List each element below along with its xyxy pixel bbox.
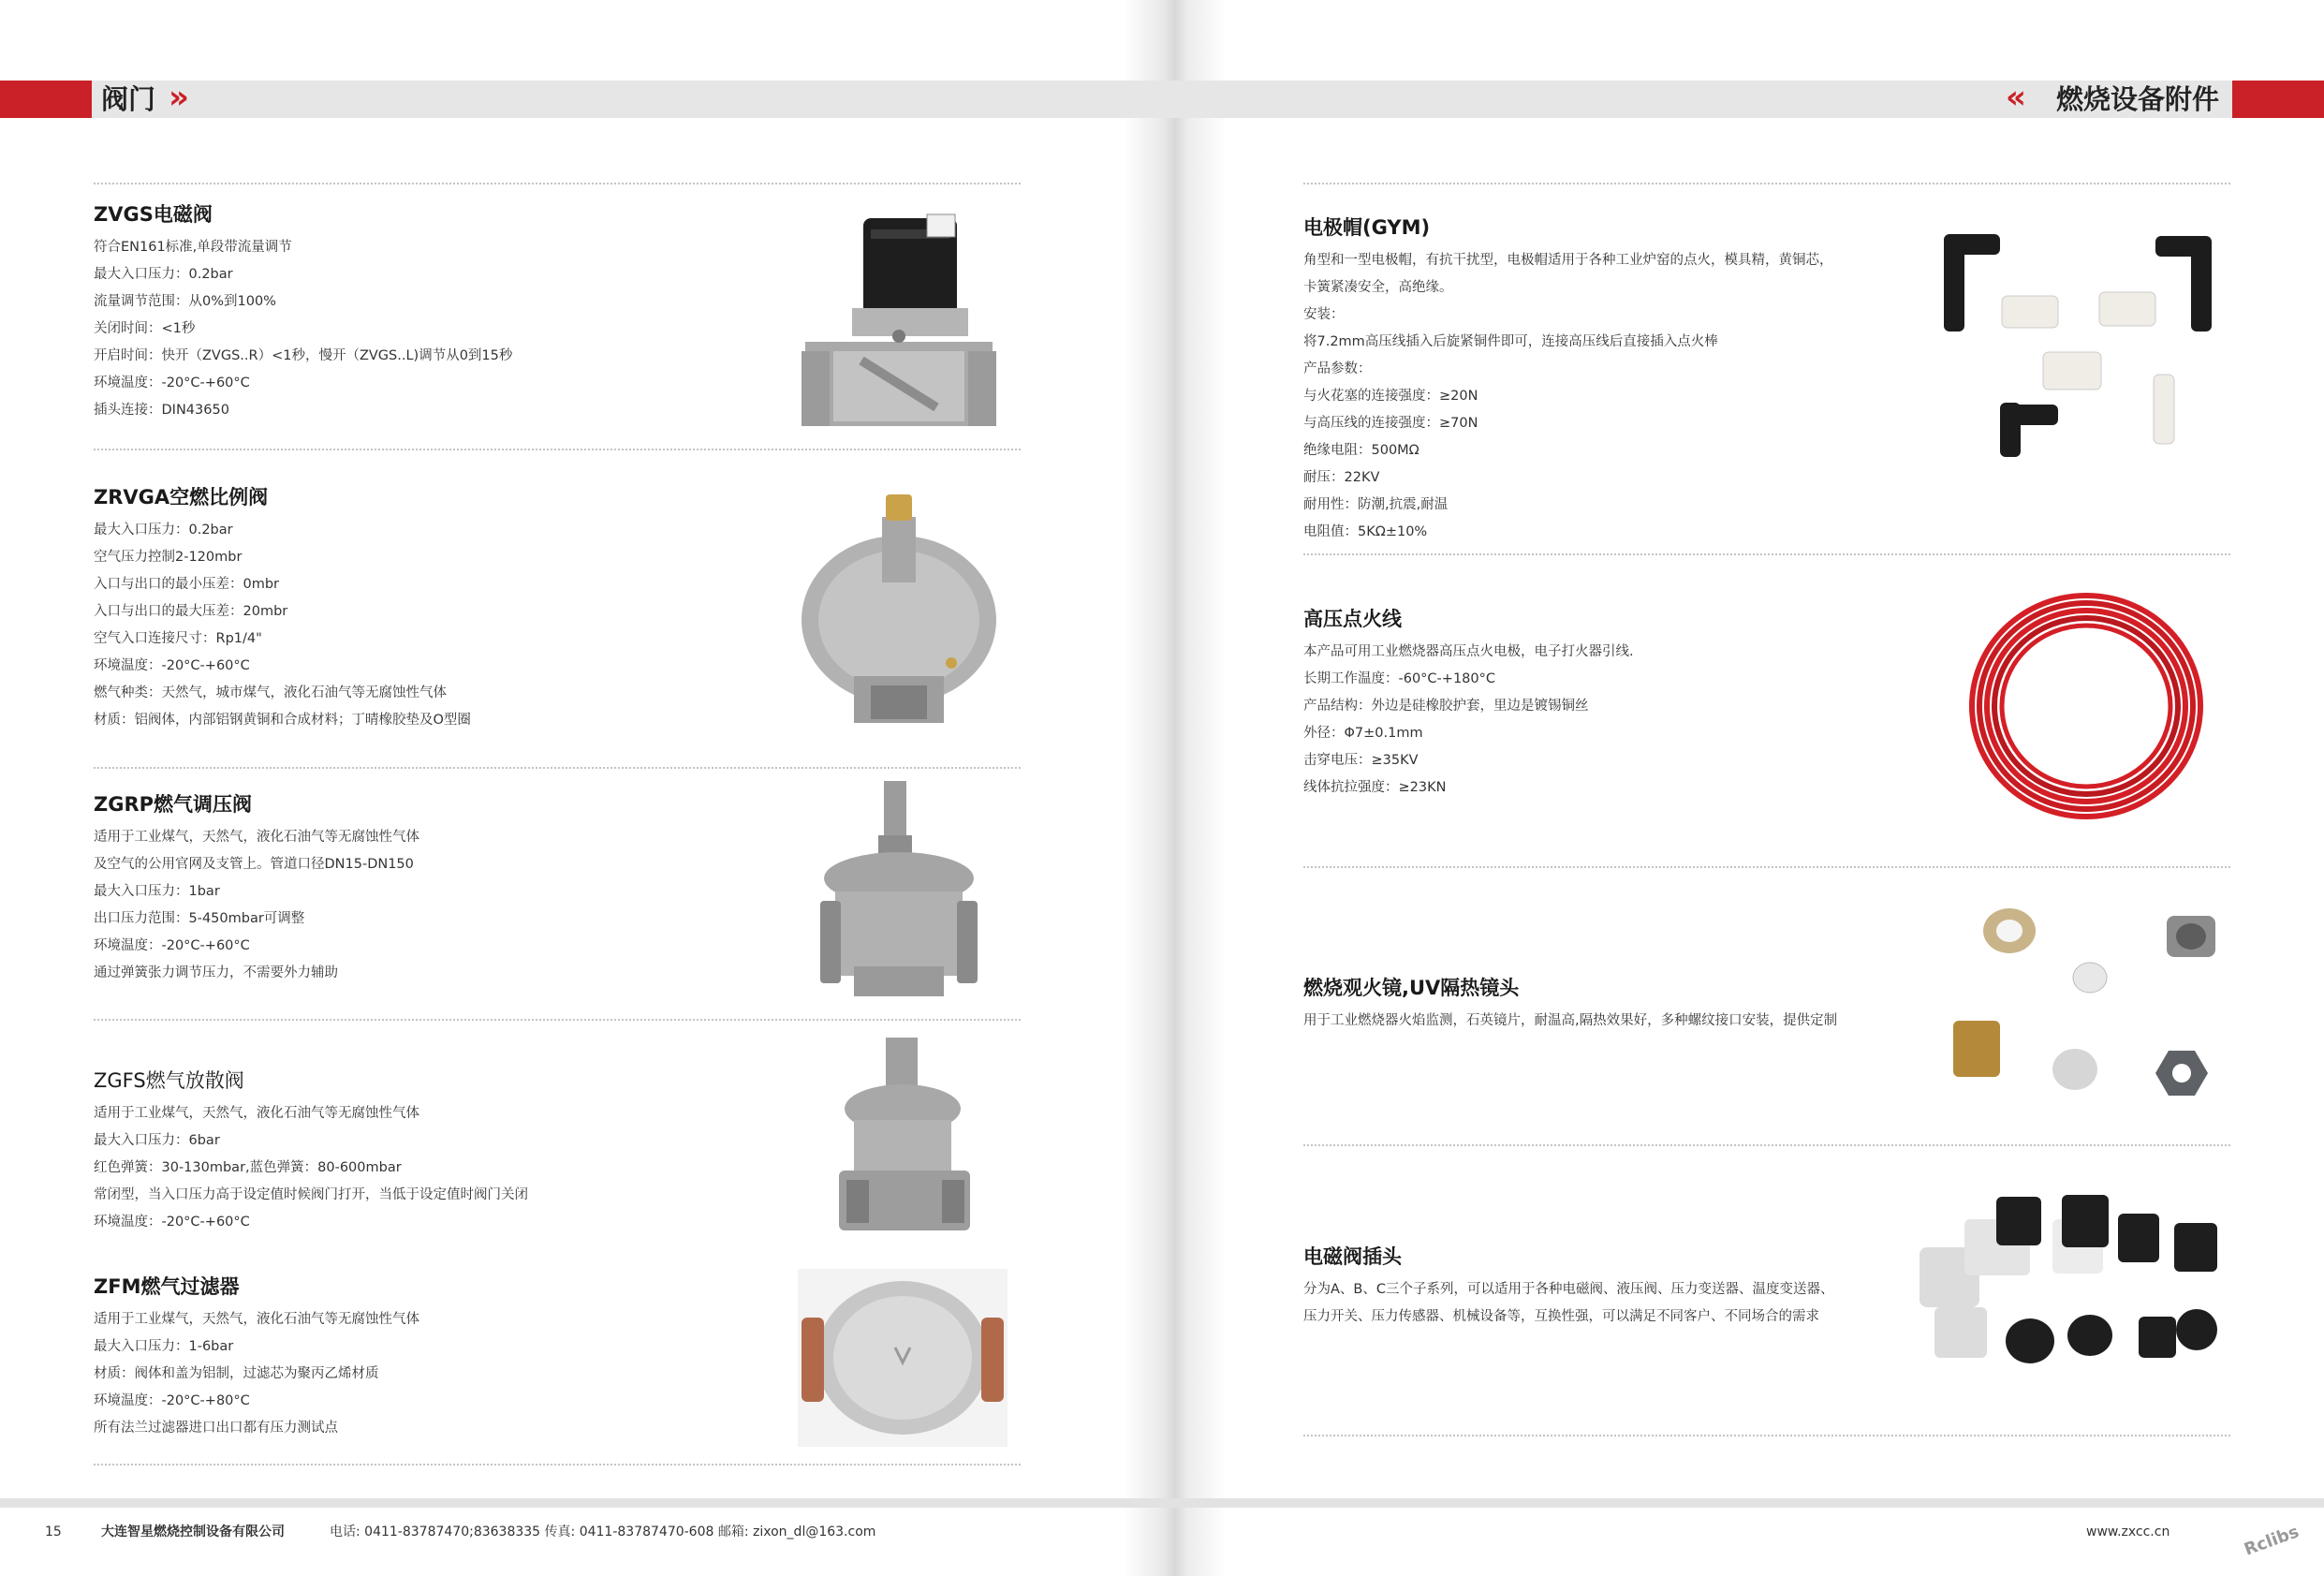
spec-line: 空气入口连接尺寸：Rp1/4" (94, 631, 262, 646)
book-spine-shadow (1124, 0, 1227, 1576)
spec-line: 符合EN161标准,单段带流量调节 (94, 240, 292, 255)
solenoid-plug-image (1916, 1191, 2228, 1378)
spec-line: 及空气的公用官网及支管上。管道口径DN15-DN150 (94, 857, 414, 872)
gas-relief-valve-image (826, 1034, 985, 1234)
section-divider (94, 183, 1021, 184)
spec-line: 通过弹簧张力调节压力，不需要外力辅助 (94, 965, 338, 980)
spec-line: 安装： (1303, 307, 1345, 322)
spec-line: 适用于工业煤气，天然气，液化石油气等无腐蚀性气体 (94, 1312, 419, 1327)
product-zrvga (94, 483, 471, 734)
product-title: 电磁阀插头 (1303, 1245, 1402, 1268)
right-page-title: 燃烧设备附件 (2055, 83, 2219, 115)
product-title: ZGFS燃气放散阀 (94, 1069, 244, 1092)
spec-line: 分为A、B、C三个子系列，可以适用于各种电磁阀、液压阀、压力变送器、温度变送器、 (1303, 1282, 1834, 1297)
spec-line: 与高压线的连接强度：≥70N (1303, 416, 1478, 431)
chevron-left-icon: « (2006, 79, 2026, 116)
spec-line: 适用于工业煤气，天然气，液化石油气等无腐蚀性气体 (94, 830, 419, 845)
footer-band (0, 1498, 2324, 1508)
chevron-right-icon: » (169, 79, 189, 116)
spec-line: 产品参数： (1303, 361, 1372, 376)
product-zgrp (94, 790, 419, 987)
spec-line: 最大入口压力：6bar (94, 1133, 220, 1148)
spec-line: 产品结构：外边是硅橡胶护套，里边是镀锡铜丝 (1303, 699, 1589, 714)
spec-line: 最大入口压力：0.2bar (94, 523, 233, 538)
spec-line: 适用于工业煤气，天然气，液化石油气等无腐蚀性气体 (94, 1106, 419, 1121)
spec-line: 所有法兰过滤器进口出口都有压力测试点 (94, 1421, 338, 1436)
spec-line: 关闭时间：<1秒 (94, 321, 196, 336)
company-name-text: 大连智星燃烧控制设备有限公司 (101, 1524, 285, 1539)
spec-line: 角型和一型电极帽，有抗干扰型，电极帽适用于各种工业炉窑的点火，模具精，黄铜芯， (1303, 253, 1833, 268)
air-gas-ratio-valve-image (796, 489, 1002, 725)
left-header-accent (0, 81, 92, 118)
watermark: Rclibs (2242, 1522, 2302, 1560)
spec-line: 环境温度：-20°C-+80°C (94, 1393, 250, 1408)
product-zgfs (94, 1067, 528, 1236)
section-divider (1303, 1144, 2230, 1146)
spec-line: 入口与出口的最大压差：20mbr (94, 604, 288, 619)
spec-line: 空气压力控制2-120mbr (94, 550, 243, 565)
spec-line: 环境温度：-20°C-+60°C (94, 1215, 250, 1230)
product-solenoid-plug (1303, 1243, 1834, 1331)
section-divider (94, 767, 1021, 769)
product-electrode-cap (1303, 214, 1833, 546)
product-zvgs (94, 200, 512, 424)
spec-line: 最大入口压力：1bar (94, 884, 220, 899)
spec-line: 红色弹簧：30-130mbar,蓝色弹簧：80-600mbar (94, 1160, 402, 1175)
solenoid-valve-image (796, 211, 1002, 432)
spec-line: 用于工业燃烧器火焰监测，石英镜片，耐温高,隔热效果好，多种螺纹接口安装，提供定制 (1303, 1013, 1838, 1028)
spec-line: 电阻值：5KΩ±10% (1303, 524, 1428, 539)
spec-line: 环境温度：-20°C-+60°C (94, 938, 250, 953)
product-sight-glass (1303, 974, 1837, 1035)
section-divider (94, 1464, 1021, 1466)
section-divider (1303, 1435, 2230, 1436)
section-divider (94, 449, 1021, 450)
product-title: 燃烧观火镜,UV隔热镜头 (1303, 977, 1520, 999)
product-title: ZRVGA空燃比例阀 (94, 486, 269, 508)
section-divider (94, 1019, 1021, 1021)
gas-filter-image (798, 1269, 1008, 1447)
section-divider (1303, 183, 2230, 184)
sight-glass-image (1944, 899, 2228, 1105)
section-divider (1303, 866, 2230, 868)
product-title: ZFM燃气过滤器 (94, 1275, 240, 1298)
left-page-title: 阀门 (101, 83, 156, 115)
spec-line: 最大入口压力：0.2bar (94, 267, 233, 282)
spec-line: 最大入口压力：1-6bar (94, 1339, 234, 1354)
section-divider (1303, 553, 2230, 555)
company-name (101, 1523, 285, 1541)
product-title: 电极帽(GYM) (1303, 216, 1431, 239)
spec-line: 压力开关、压力传感器、机械设备等，互换性强，可以满足不同客户、不同场合的需求 (1303, 1309, 1819, 1324)
spec-line: 绝缘电阻：500MΩ (1303, 443, 1419, 458)
spec-line: 本产品可用工业燃烧器高压点火电极，电子打火器引线. (1303, 644, 1634, 659)
gas-pressure-regulator-image (816, 779, 981, 1002)
electrode-cap-image (1934, 225, 2215, 459)
spec-line: 外径：Φ7±0.1mm (1303, 726, 1423, 741)
spec-line: 击穿电压：≥35KV (1303, 753, 1419, 768)
spec-line: 将7.2mm高压线插入后旋紧铜件即可，连接高压线后直接插入点火棒 (1303, 334, 1718, 349)
page-number: 15 (45, 1524, 62, 1539)
spec-line: 线体抗拉强度：≥23KN (1303, 780, 1447, 795)
product-title: 高压点火线 (1303, 608, 1402, 630)
spec-line: 环境温度：-20°C-+60°C (94, 376, 250, 390)
spec-line: 长期工作温度：-60°C-+180°C (1303, 671, 1495, 686)
spec-line: 流量调节范围：从0%到100% (94, 294, 276, 309)
spec-line: 卡簧紧凑安全，高绝缘。 (1303, 280, 1453, 295)
product-ignition-cable (1303, 605, 1634, 802)
spec-line: 耐用性：防潮,抗震,耐温 (1303, 497, 1449, 512)
spec-line: 出口压力范围：5-450mbar可调整 (94, 911, 305, 926)
product-title: ZGRP燃气调压阀 (94, 793, 253, 816)
right-header-accent (2232, 81, 2324, 118)
product-title: ZVGS电磁阀 (94, 203, 213, 226)
spec-line: 燃气种类：天然气，城市煤气，液化石油气等无腐蚀性气体 (94, 685, 447, 700)
spec-line: 材质：阀体和盖为铝制，过滤芯为聚丙乙烯材质 (94, 1366, 379, 1381)
spec-line: 开启时间：快开（ZVGS..R）<1秒，慢开（ZVGS..L)调节从0到15秒 (94, 348, 513, 363)
spec-line: 材质：铝阀体，内部铝钢黄铜和合成材料；丁晴橡胶垫及O型圈 (94, 713, 471, 728)
spec-line: 耐压：22KV (1303, 470, 1380, 485)
website: www.zxcc.cn (2086, 1524, 2170, 1539)
product-zfm (94, 1273, 419, 1442)
ignition-cable-image (1963, 582, 2210, 826)
spec-line: 插头连接：DIN43650 (94, 403, 229, 418)
spec-line: 与火花塞的连接强度：≥20N (1303, 389, 1478, 404)
spec-line: 常闭型，当入口压力高于设定值时候阀门打开，当低于设定值时阀门关闭 (94, 1187, 528, 1202)
contact-info: 电话: 0411-83787470;83638335 传真: 0411-83787470-608 邮箱: zixon_dl@163.com (330, 1524, 876, 1539)
spec-line: 环境温度：-20°C-+60°C (94, 658, 250, 673)
spec-line: 入口与出口的最小压差：0mbr (94, 577, 280, 592)
